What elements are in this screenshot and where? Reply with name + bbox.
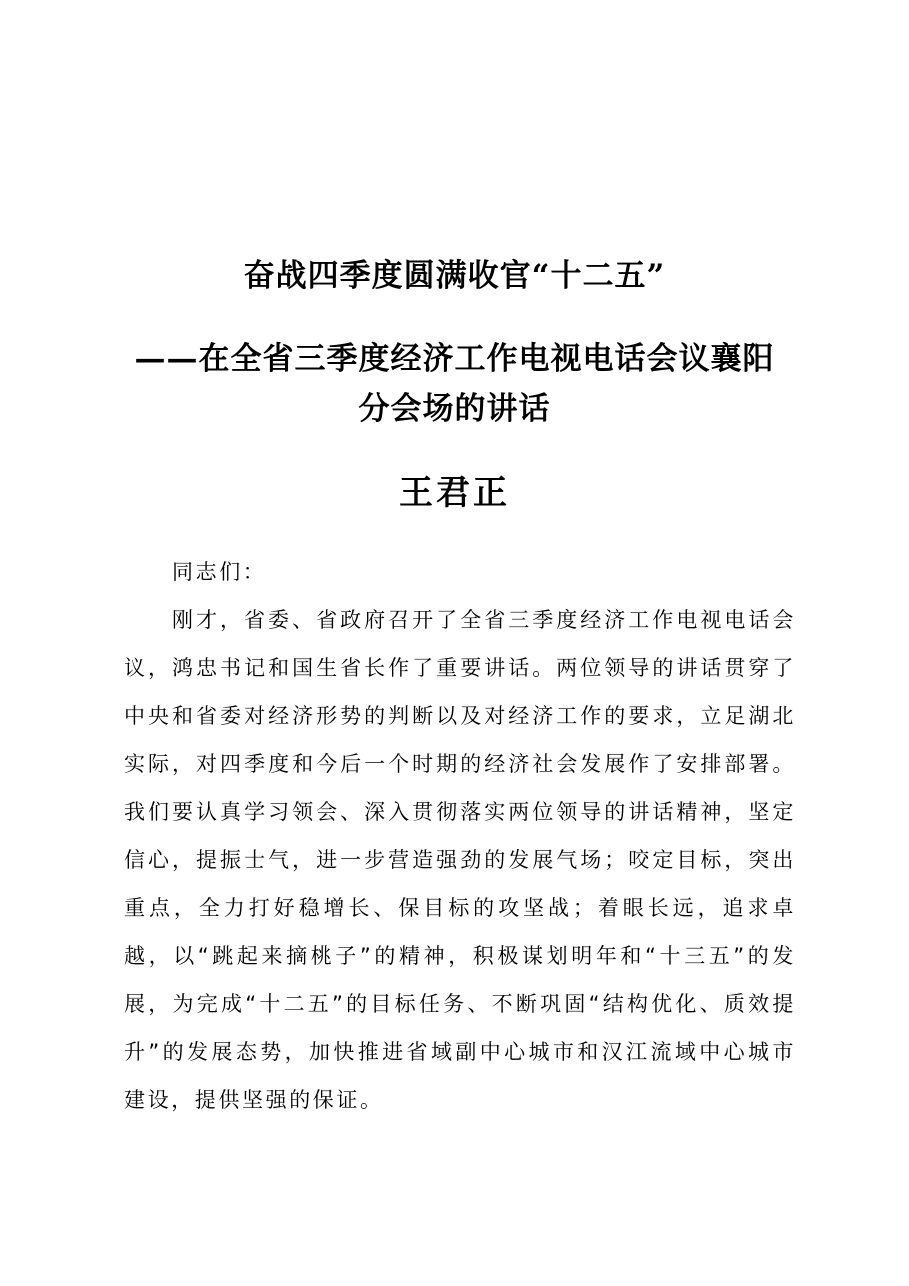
greeting: 同志们： [172,560,267,584]
document-subtitle-line-1: ——在全省三季度经济工作电视电话会议襄阳 [134,341,775,377]
document-subtitle-line-2: 分会场的讲话 [358,391,551,427]
author-name: 王君正 [399,473,510,513]
document-title: 奋战四季度圆满收官“十二五” [243,258,666,294]
body-paragraph: 刚才，省委、省政府召开了全省三季度经济工作电视电话会议，鸿忠书记和国生省长作了重要讲话。两位领导的讲话贯穿了中央和省委对经济形势的判断以及对经济工作的要求，立足湖北实际，对四季度和今后一个时期的经济社会发展作了安排部署。我们要认真学习领会、深入贯彻落实两位领导的讲话精神，坚定信心，提振士气，进一步营造强劲的发展气场；咬定目标，突出重点，全力打好稳增长、保目标的攻坚战；着眼长远，追求卓越，以“跳起来摘桃子”的精神，积极谋划明年和“十三五”的发展，为完成“十二五”的目标任务、不断巩固“结构优化、质效提升”的发展态势，加快推进省域副中心城市和汉江流域中心城市建设，提供坚强的保证。 [124,608,796,1112]
